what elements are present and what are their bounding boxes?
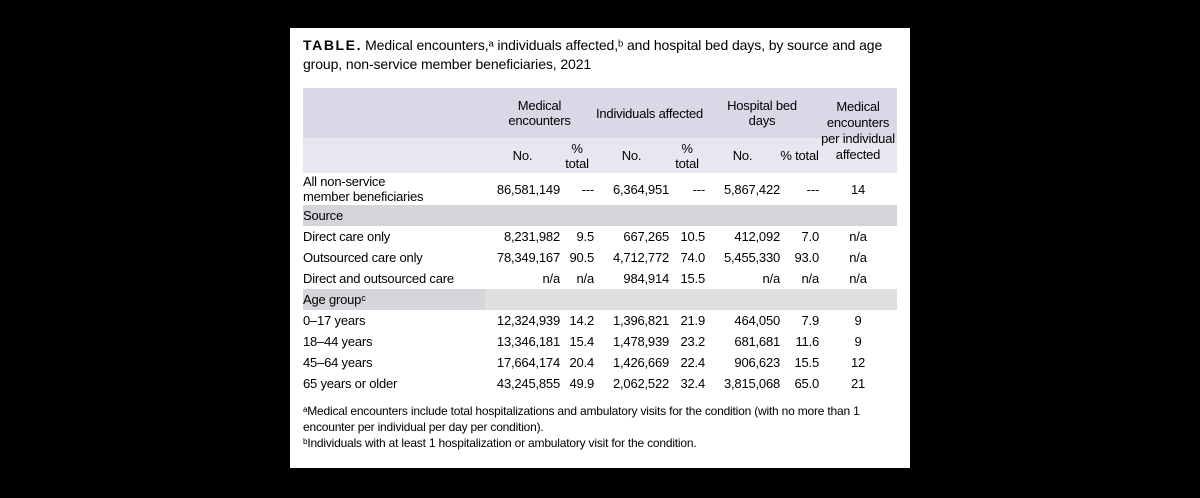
value-cell: 12: [850, 355, 866, 370]
value-cell: n/a: [849, 229, 867, 244]
value-cell: 11.6: [795, 334, 820, 349]
value-cell: 21: [850, 376, 866, 391]
section-label: Age groupᶜ: [303, 289, 485, 310]
column-header-individuals-affected: Individuals affected: [594, 88, 705, 138]
value-cell: 1,396,821: [612, 313, 670, 328]
subheader-hbd-pct: % total: [780, 138, 819, 173]
value-cell: 86,581,149: [496, 181, 560, 197]
value-cell: 14: [850, 181, 866, 197]
value-cell: 3,815,068: [723, 376, 781, 391]
table-row: [303, 373, 897, 394]
row-label: Outsourced care only: [303, 250, 423, 265]
value-cell: 984,914: [623, 271, 670, 286]
row-label: 45–64 years: [303, 355, 373, 370]
column-header-hospital-bed-days-text: Hospital bed days: [727, 98, 797, 128]
value-cell: ---: [692, 181, 706, 197]
value-cell: n/a: [576, 271, 595, 286]
value-cell: 20.4: [569, 355, 595, 370]
row-label: 0–17 years: [303, 313, 366, 328]
value-cell: n/a: [801, 271, 820, 286]
value-cell: 15.5: [794, 355, 820, 370]
header-row-subheaders: [303, 138, 897, 173]
value-cell: ---: [806, 181, 820, 197]
table-row: [303, 268, 897, 289]
column-header-hospital-bed-days: [705, 88, 819, 138]
value-cell: 9.5: [576, 229, 595, 244]
value-cell: n/a: [762, 271, 781, 286]
value-cell: 2,062,522: [612, 376, 670, 391]
row-label: Direct and outsourced care: [303, 271, 454, 286]
subheader-ia-no: No.: [594, 138, 669, 173]
value-cell: 21.9: [680, 313, 706, 328]
value-cell: n/a: [849, 271, 867, 286]
value-cell: 13,346,181: [496, 334, 560, 349]
value-cell: 14.2: [569, 313, 595, 328]
value-cell: n/a: [542, 271, 560, 286]
value-cell: 9: [854, 334, 862, 349]
page-title: [303, 36, 897, 74]
value-cell: 906,623: [734, 355, 781, 370]
table-row: [303, 226, 897, 247]
value-cell: 17,664,174: [496, 355, 560, 370]
value-cell: 1,478,939: [612, 334, 670, 349]
footnote-b: ᵇIndividuals with at least 1 hospitalization or ambulatory visit for the condition.: [303, 436, 697, 450]
value-cell: 10.5: [680, 229, 706, 244]
column-header-encounters-per-individual-text: Medical encounters per individual affected: [821, 98, 895, 162]
header-empty-cell: [303, 88, 485, 138]
row-label: Direct care only: [303, 229, 391, 244]
value-cell: 8,231,982: [503, 229, 560, 244]
value-cell: 4,712,772: [612, 250, 670, 265]
value-cell: 49.9: [569, 376, 595, 391]
data-table: [303, 88, 897, 394]
value-cell: 12,324,939: [496, 313, 560, 328]
subheader-empty-cell: [303, 138, 485, 173]
table-caption-text: Medical encounters,ᵃ individuals affected,ᵇ and hospital bed days, by source and age group, non-service member beneficiaries, 2021: [303, 37, 883, 72]
value-cell: 412,092: [734, 229, 781, 244]
subheader-me-pct: % total: [560, 138, 594, 173]
column-header-encounters-per-individual: [819, 88, 897, 173]
section-row-age-group: [303, 289, 897, 310]
value-cell: 5,455,330: [723, 250, 781, 265]
value-cell: n/a: [849, 250, 867, 265]
value-cell: 78,349,167: [496, 250, 560, 265]
section-row-filler: [485, 289, 897, 310]
value-cell: 93.0: [794, 250, 820, 265]
value-cell: 464,050: [734, 313, 781, 328]
table-row-total: [303, 173, 897, 205]
row-label: 65 years or older: [303, 376, 398, 391]
value-cell: 90.5: [569, 250, 595, 265]
value-cell: 6,364,951: [612, 181, 670, 197]
section-row-source: [303, 205, 897, 226]
value-cell: 1,426,669: [612, 355, 670, 370]
value-cell: 5,867,422: [723, 181, 781, 197]
table-caption-label: TABLE.: [303, 37, 363, 53]
value-cell: 74.0: [680, 250, 706, 265]
table-row: [303, 310, 897, 331]
subheader-ia-pct: % total: [669, 138, 705, 173]
section-label: Source: [303, 205, 897, 226]
header-row-groups: [303, 88, 897, 138]
value-cell: 32.4: [680, 376, 706, 391]
subheader-me-no: No.: [485, 138, 560, 173]
row-label: 18–44 years: [303, 334, 373, 349]
value-cell: 15.4: [569, 334, 595, 349]
value-cell: 23.2: [680, 334, 706, 349]
subheader-hbd-no: No.: [705, 138, 780, 173]
table-row: [303, 352, 897, 373]
table-row: [303, 331, 897, 352]
column-header-medical-encounters: Medical encounters: [485, 88, 594, 138]
footnotes: [303, 403, 897, 451]
value-cell: 7.9: [801, 313, 820, 328]
document-table-panel: [290, 28, 910, 468]
value-cell: 65.0: [794, 376, 820, 391]
footnote-a: ᵃMedical encounters include total hospitalizations and ambulatory visits for the condition (with no more than 1 encounter per individual per day per condition).: [303, 404, 860, 434]
value-cell: ---: [581, 181, 595, 197]
value-cell: 7.0: [801, 229, 820, 244]
value-cell: 9: [854, 313, 862, 328]
row-label: All non-service member beneficiaries: [303, 174, 424, 204]
value-cell: 681,681: [734, 334, 781, 349]
table-row: [303, 247, 897, 268]
value-cell: 22.4: [680, 355, 706, 370]
value-cell: 43,245,855: [496, 376, 560, 391]
value-cell: 15.5: [680, 271, 706, 286]
value-cell: 667,265: [623, 229, 670, 244]
